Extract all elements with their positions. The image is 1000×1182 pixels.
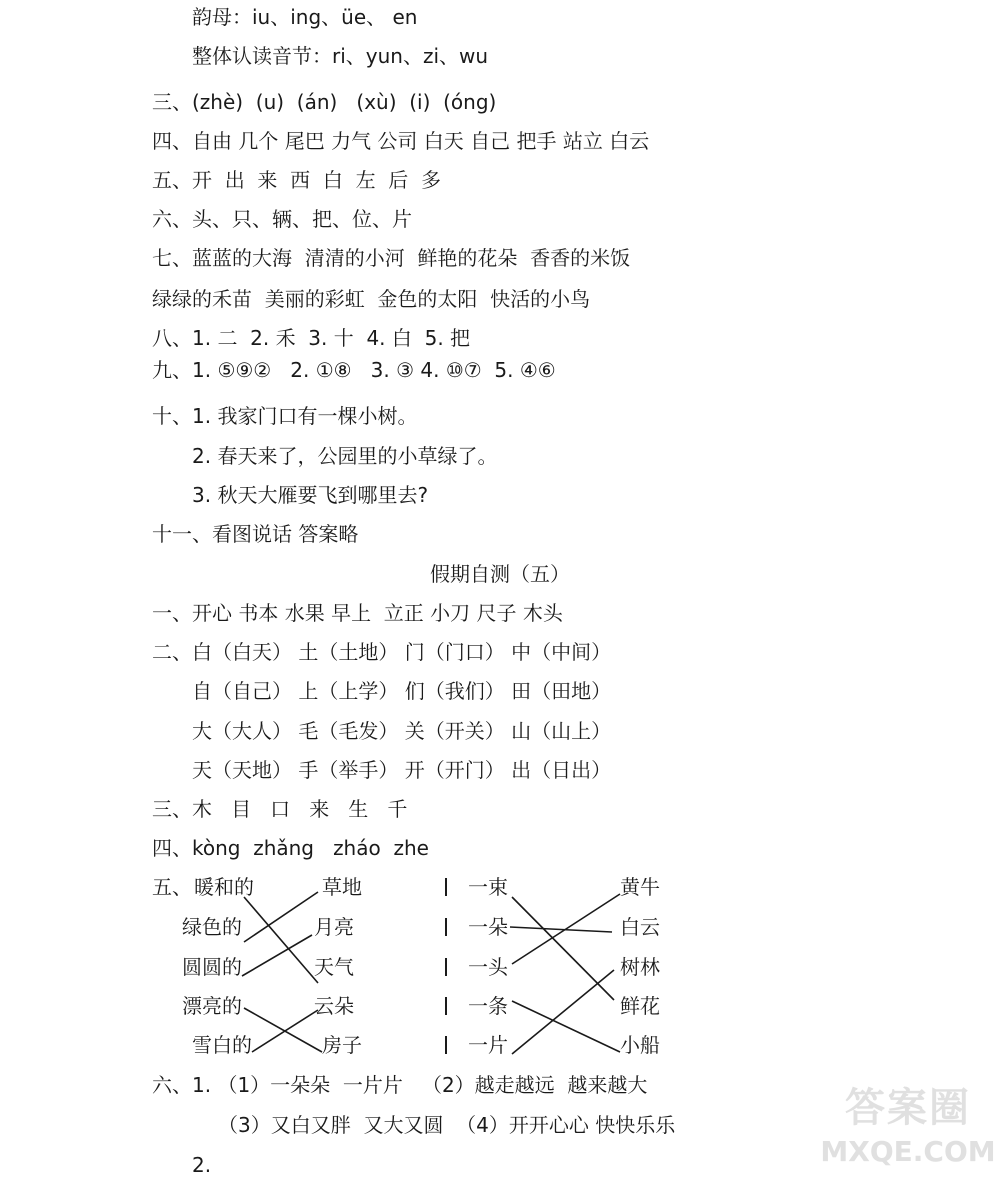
left-item: 漂亮的 <box>182 994 242 1018</box>
line-p5-6a: 六、1. （1）一朵朵 一片片 （2）越走越远 越来越大 <box>152 1073 648 1097</box>
line-shi-1: 十、1. 我家门口有一棵小树。 <box>152 404 418 428</box>
section-heading: 假期自测（五） <box>430 562 570 586</box>
line-jiu: 九、1. ⑤⑨② 2. ①⑧ 3. ③ 4. ⑩⑦ 5. ④⑥ <box>152 358 556 382</box>
match-line <box>510 927 612 932</box>
right-item: 一片 <box>468 1033 508 1057</box>
right-target: 鲜花 <box>620 994 660 1018</box>
line-si: 四、自由 几个 尾巴 力气 公司 白天 自己 把手 站立 白云 <box>152 129 650 153</box>
left-item: 圆圆的 <box>182 955 242 979</box>
line-shiyi: 十一、看图说话 答案略 <box>152 522 359 546</box>
line-qi-2: 绿绿的禾苗 美丽的彩虹 金色的太阳 快活的小鸟 <box>152 287 591 311</box>
left-target: 天气 <box>314 955 354 979</box>
left-item: 暖和的 <box>194 875 254 899</box>
left-item: 绿色的 <box>182 915 242 939</box>
match-line <box>252 1010 318 1052</box>
line-yunmu: 韵母：iu、ing、üe、 en <box>192 5 418 29</box>
left-target: 房子 <box>322 1033 362 1057</box>
watermark-logo-text: 答案圈 <box>845 1085 971 1131</box>
right-target: 白云 <box>620 915 660 939</box>
line-ba: 八、1. 二 2. 禾 3. 十 4. 白 5. 把 <box>152 326 471 350</box>
line-qi: 七、蓝蓝的大海 清清的小河 鲜艳的花朵 香香的米饭 <box>152 246 631 270</box>
line-p5-4: 四、kòng zhǎng zháo zhe <box>152 836 429 860</box>
match-line <box>512 894 620 964</box>
left-target: 云朵 <box>314 994 354 1018</box>
match-line <box>242 935 312 976</box>
line-p5-6c: 2. <box>192 1153 212 1177</box>
left-target: 草地 <box>322 875 362 899</box>
right-item: 一朵 <box>468 915 508 939</box>
match-line <box>512 897 614 1000</box>
right-item: 一头 <box>468 955 508 979</box>
line-p5-2c: 大（大人） 毛（毛发） 关（开关） 山（山上） <box>192 719 612 743</box>
line-p5-2a: 二、白（白天） 土（土地） 门（门口） 中（中间） <box>152 640 612 664</box>
matching-prefix: 五、 <box>152 875 192 899</box>
line-liu: 六、头、只、辆、把、位、片 <box>152 207 412 231</box>
right-target: 树林 <box>620 955 660 979</box>
match-line <box>244 892 318 942</box>
line-shi-3: 3. 秋天大雁要飞到哪里去? <box>192 483 429 507</box>
line-p5-3: 三、木 目 口 来 生 千 <box>152 797 408 821</box>
line-p5-2d: 天（天地） 手（举手） 开（开门） 出（日出） <box>192 758 612 782</box>
line-p5-2b: 自（自己） 上（上学） 们（我们） 田（田地） <box>192 679 612 703</box>
line-san: 三、(zhè) (u) (án) (xù) (i) (óng) <box>152 90 497 114</box>
right-target: 黄牛 <box>620 875 660 899</box>
match-line <box>244 897 318 983</box>
left-target: 月亮 <box>314 915 354 939</box>
left-item: 雪白的 <box>192 1033 252 1057</box>
line-zhengti: 整体认读音节：ri、yun、zi、wu <box>192 44 489 68</box>
right-target: 小船 <box>620 1033 660 1057</box>
line-p5-6b: （3）又白又胖 又大又圆 （4）开开心心 快快乐乐 <box>218 1113 676 1137</box>
watermark-url: MXQE.COM <box>820 1135 996 1168</box>
site-watermark <box>818 1082 998 1182</box>
line-shi-2: 2. 春天来了，公园里的小草绿了。 <box>192 444 498 468</box>
line-wu: 五、开 出 来 西 白 左 后 多 <box>152 168 442 192</box>
right-item: 一束 <box>468 875 508 899</box>
right-item: 一条 <box>468 994 508 1018</box>
line-p5-1: 一、开心 书本 水果 早上 立正 小刀 尺子 木头 <box>152 601 563 625</box>
